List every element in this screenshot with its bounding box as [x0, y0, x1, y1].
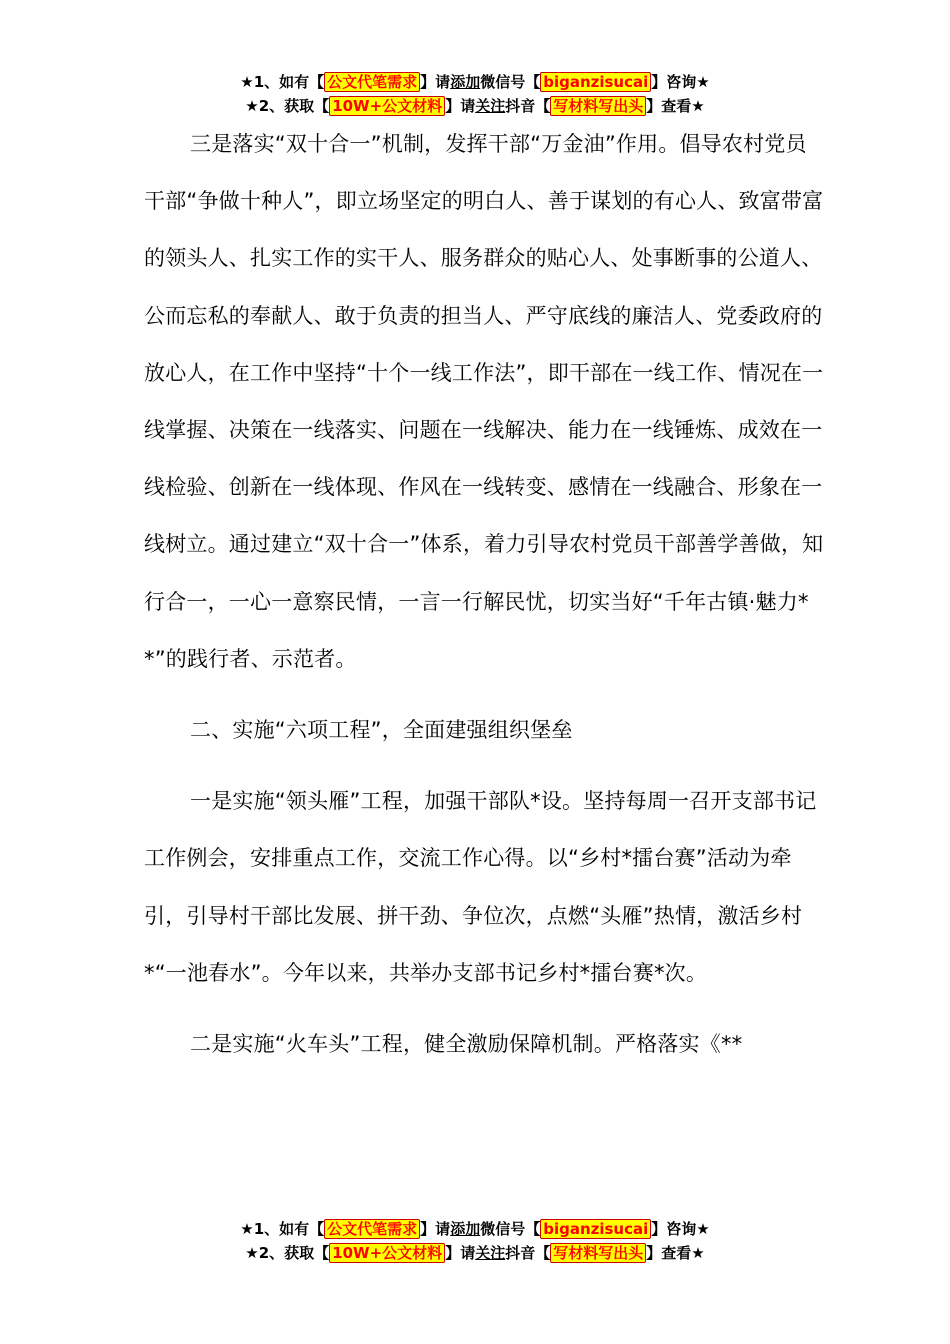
banner-text: ★1、如有【: [240, 1220, 325, 1238]
banner-text: 微信号【: [480, 73, 541, 91]
banner-douyin-account: 写材料写出头: [550, 96, 646, 116]
banner-text: 】咨询★: [651, 73, 710, 91]
paragraph-locomotive: 二是实施“火车头”工程，健全激励保障机制。严格落实《**: [190, 1032, 743, 1057]
document-body: [144, 116, 824, 1073]
header-banner: [0, 70, 950, 118]
banner-highlight: 公文代笔需求: [324, 1219, 420, 1239]
banner-text: 】咨询★: [651, 1220, 710, 1238]
banner-douyin-account: 写材料写出头: [550, 1243, 646, 1263]
banner-line-2: [0, 1241, 950, 1265]
banner-text: 微信号【: [480, 1220, 541, 1238]
banner-line-1: [0, 1217, 950, 1241]
banner-text: ★2、获取【: [245, 97, 330, 115]
banner-text: ★1、如有【: [240, 73, 325, 91]
paragraph-lead-goose: 一是实施“领头雁”工程，加强干部队*设。坚持每周一召开支部书记工作例会，安排重点工作，交流工作心得。以“乡村*擂台赛”活动为牵引，引导村干部比发展、拼干劲、争位次，点燃“头雁”热情，激活乡村*“一池春水”。今年以来，共举办支部书记乡村*擂台赛*次。: [144, 789, 817, 985]
banner-text: 】请: [420, 73, 451, 91]
banner-highlight: 10W+公文材料: [329, 1243, 445, 1263]
banner-text: 】查看★: [646, 1244, 705, 1262]
banner-line-1: [0, 70, 950, 94]
footer-banner: [0, 1217, 950, 1265]
banner-underlined-text: 关注: [475, 1244, 506, 1262]
banner-underlined-text: 添加: [450, 73, 481, 91]
banner-highlight: 10W+公文材料: [329, 96, 445, 116]
banner-text: 】请: [445, 1244, 476, 1262]
banner-text: 抖音【: [505, 97, 551, 115]
banner-underlined-text: 关注: [475, 97, 506, 115]
banner-wechat-id: biganzisucai: [540, 72, 651, 92]
paragraph-double-ten: 三是落实“双十合一”机制，发挥干部“万金油”作用。倡导农村党员干部“争做十种人”，即立场坚定的明白人、善于谋划的有心人、致富带富的领头人、扎实工作的实干人、服务群众的贴心人、处事断事的公道人、公而忘私的奉献人、敢于负责的担当人、严守底线的廉洁人、党委政府的放心人，在工作中坚持“十个一线工作法”，即干部在一线工作、情况在一线掌握、决策在一线落实、问题在一线解决、能力在一线锤炼、成效在一线检验、创新在一线体现、作风在一线转变、感情在一线融合、形象在一线树立。通过建立“双十合一”体系，着力引导农村党员干部善学善做，知行合一，一心一意察民情，一言一行解民忧，切实当好“千年古镇·魅力**”的践行者、示范者。: [144, 132, 824, 671]
banner-line-2: [0, 94, 950, 118]
banner-text: 】查看★: [646, 97, 705, 115]
banner-highlight: 公文代笔需求: [324, 72, 420, 92]
banner-underlined-text: 添加: [450, 1220, 481, 1238]
banner-text: 】请: [445, 97, 476, 115]
banner-text: ★2、获取【: [245, 1244, 330, 1262]
banner-text: 抖音【: [505, 1244, 551, 1262]
banner-wechat-id: biganzisucai: [540, 1219, 651, 1239]
banner-text: 】请: [420, 1220, 451, 1238]
section-heading: 二、实施“六项工程”，全面建强组织堡垒: [190, 718, 573, 743]
